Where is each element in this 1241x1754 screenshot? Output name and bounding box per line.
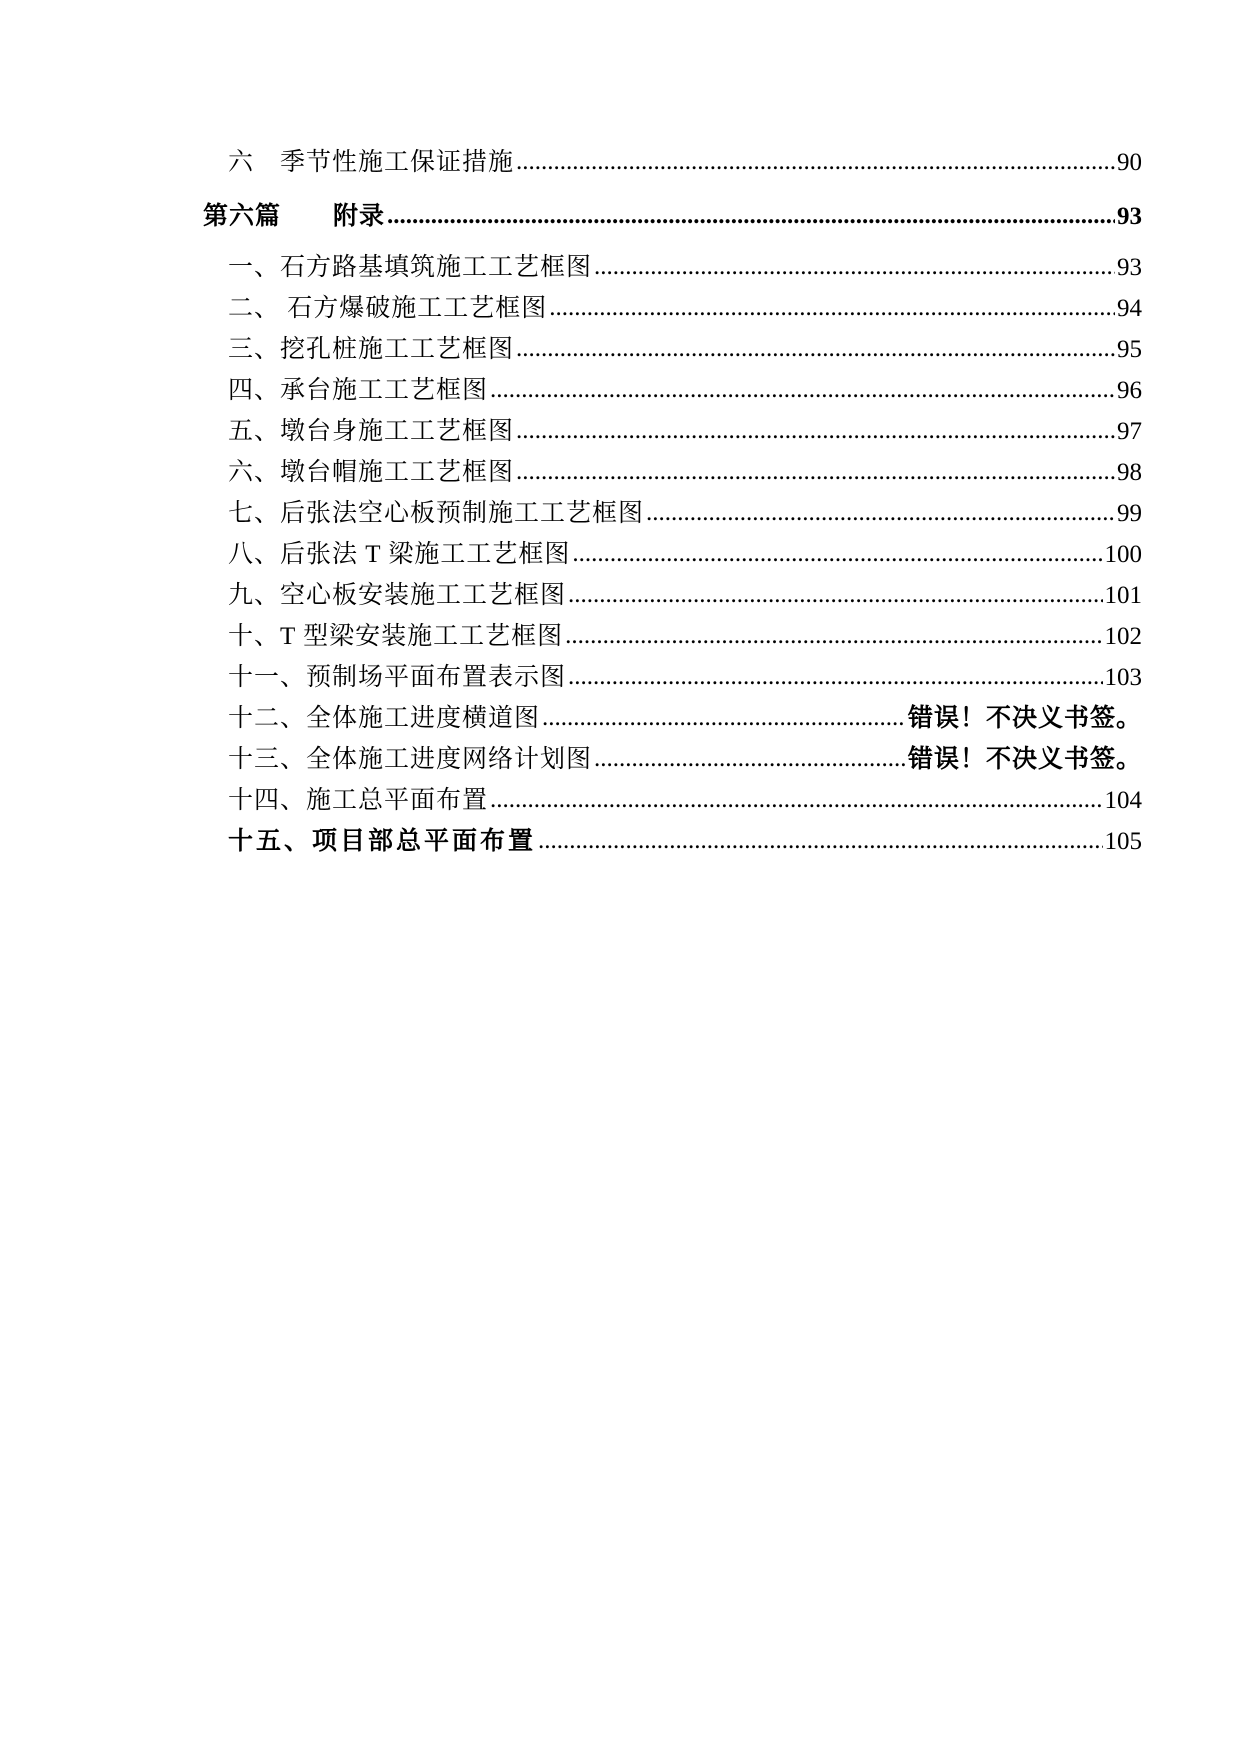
toc-page-number: 96 (1117, 377, 1142, 404)
toc-entry-title: 十一、预制场平面布置表示图 (228, 664, 567, 691)
dot-leader (549, 294, 1115, 322)
dot-leader (490, 786, 1102, 814)
toc-entry[interactable] (228, 821, 1142, 857)
dot-leader (565, 622, 1102, 650)
toc-entry-title: 十四、施工总平面布置 (228, 787, 489, 814)
toc-page-number: 98 (1117, 459, 1142, 486)
toc-entry[interactable] (228, 329, 1142, 365)
toc-entry-title: 九、空心板安装施工工艺框图 (228, 582, 567, 609)
toc-entry[interactable] (228, 575, 1142, 611)
toc-page-number: 93 (1117, 203, 1142, 230)
toc-page-number: 93 (1117, 254, 1142, 281)
toc-page-number: 100 (1104, 541, 1142, 568)
toc-entry-title: 八、后张法 T 梁施工工艺框图 (228, 541, 571, 568)
toc-entry[interactable] (228, 452, 1142, 488)
toc-entry-title: 十五、项目部总平面布置 (228, 828, 537, 855)
toc-page-number: 102 (1104, 623, 1142, 650)
dot-leader (572, 540, 1102, 568)
dot-leader (568, 581, 1102, 609)
toc-entry[interactable] (228, 288, 1142, 324)
toc-entry[interactable] (228, 247, 1142, 283)
toc-entry[interactable] (228, 657, 1142, 693)
toc-entry[interactable] (228, 739, 1142, 775)
toc-page-number: 97 (1117, 418, 1142, 445)
dot-leader (490, 376, 1115, 404)
toc-entry[interactable] (228, 780, 1142, 816)
toc-page-number: 101 (1104, 582, 1142, 609)
toc-page-number: 99 (1117, 500, 1142, 527)
toc-section-heading[interactable] (203, 196, 1142, 232)
toc-entry-title: 一、石方路基填筑施工工艺框图 (228, 254, 593, 281)
bookmark-error-text: 错误！不决义书签。 (907, 746, 1142, 773)
toc-entry-title: 六 季节性施工保证措施 (228, 149, 515, 176)
toc-entry[interactable] (228, 142, 1142, 178)
toc-page-number: 104 (1104, 787, 1142, 814)
toc-entry[interactable] (228, 698, 1142, 734)
dot-leader (516, 417, 1115, 445)
toc-page-number: 90 (1117, 149, 1142, 176)
toc-entry-title: 三、挖孔桩施工工艺框图 (228, 336, 515, 363)
dot-leader (516, 148, 1115, 176)
toc-entry[interactable] (228, 493, 1142, 529)
dot-leader (538, 827, 1102, 855)
toc-page-number: 95 (1117, 336, 1142, 363)
dot-leader (568, 663, 1102, 691)
toc-page-number: 105 (1104, 828, 1142, 855)
toc-entry-title: 四、承台施工工艺框图 (228, 377, 489, 404)
dot-leader (516, 458, 1115, 486)
dot-leader (646, 499, 1115, 527)
toc-entry[interactable] (228, 616, 1142, 652)
toc-section-title: 第六篇 附录 (203, 203, 386, 230)
toc-entry-title: 十二、全体施工进度横道图 (228, 705, 541, 732)
toc-entry[interactable] (228, 534, 1142, 570)
toc-entry-title: 七、后张法空心板预制施工工艺框图 (228, 500, 645, 527)
toc-entry-title: 五、墩台身施工工艺框图 (228, 418, 515, 445)
toc-entry[interactable] (228, 411, 1142, 447)
dot-leader (594, 745, 906, 773)
toc-entry-title: 十三、全体施工进度网络计划图 (228, 746, 593, 773)
toc-entry-title: 六、墩台帽施工工艺框图 (228, 459, 515, 486)
toc-page-number: 94 (1117, 295, 1142, 322)
dot-leader (387, 202, 1115, 230)
toc-entry[interactable] (228, 370, 1142, 406)
dot-leader (594, 253, 1115, 281)
dot-leader (516, 335, 1115, 363)
toc-entry-title: 二、 石方爆破施工工艺框图 (228, 295, 548, 322)
dot-leader (542, 704, 906, 732)
bookmark-error-text: 错误！不决义书签。 (907, 705, 1142, 732)
toc-page-number: 103 (1104, 664, 1142, 691)
toc-entry-title: 十、T 型梁安装施工工艺框图 (228, 623, 564, 650)
